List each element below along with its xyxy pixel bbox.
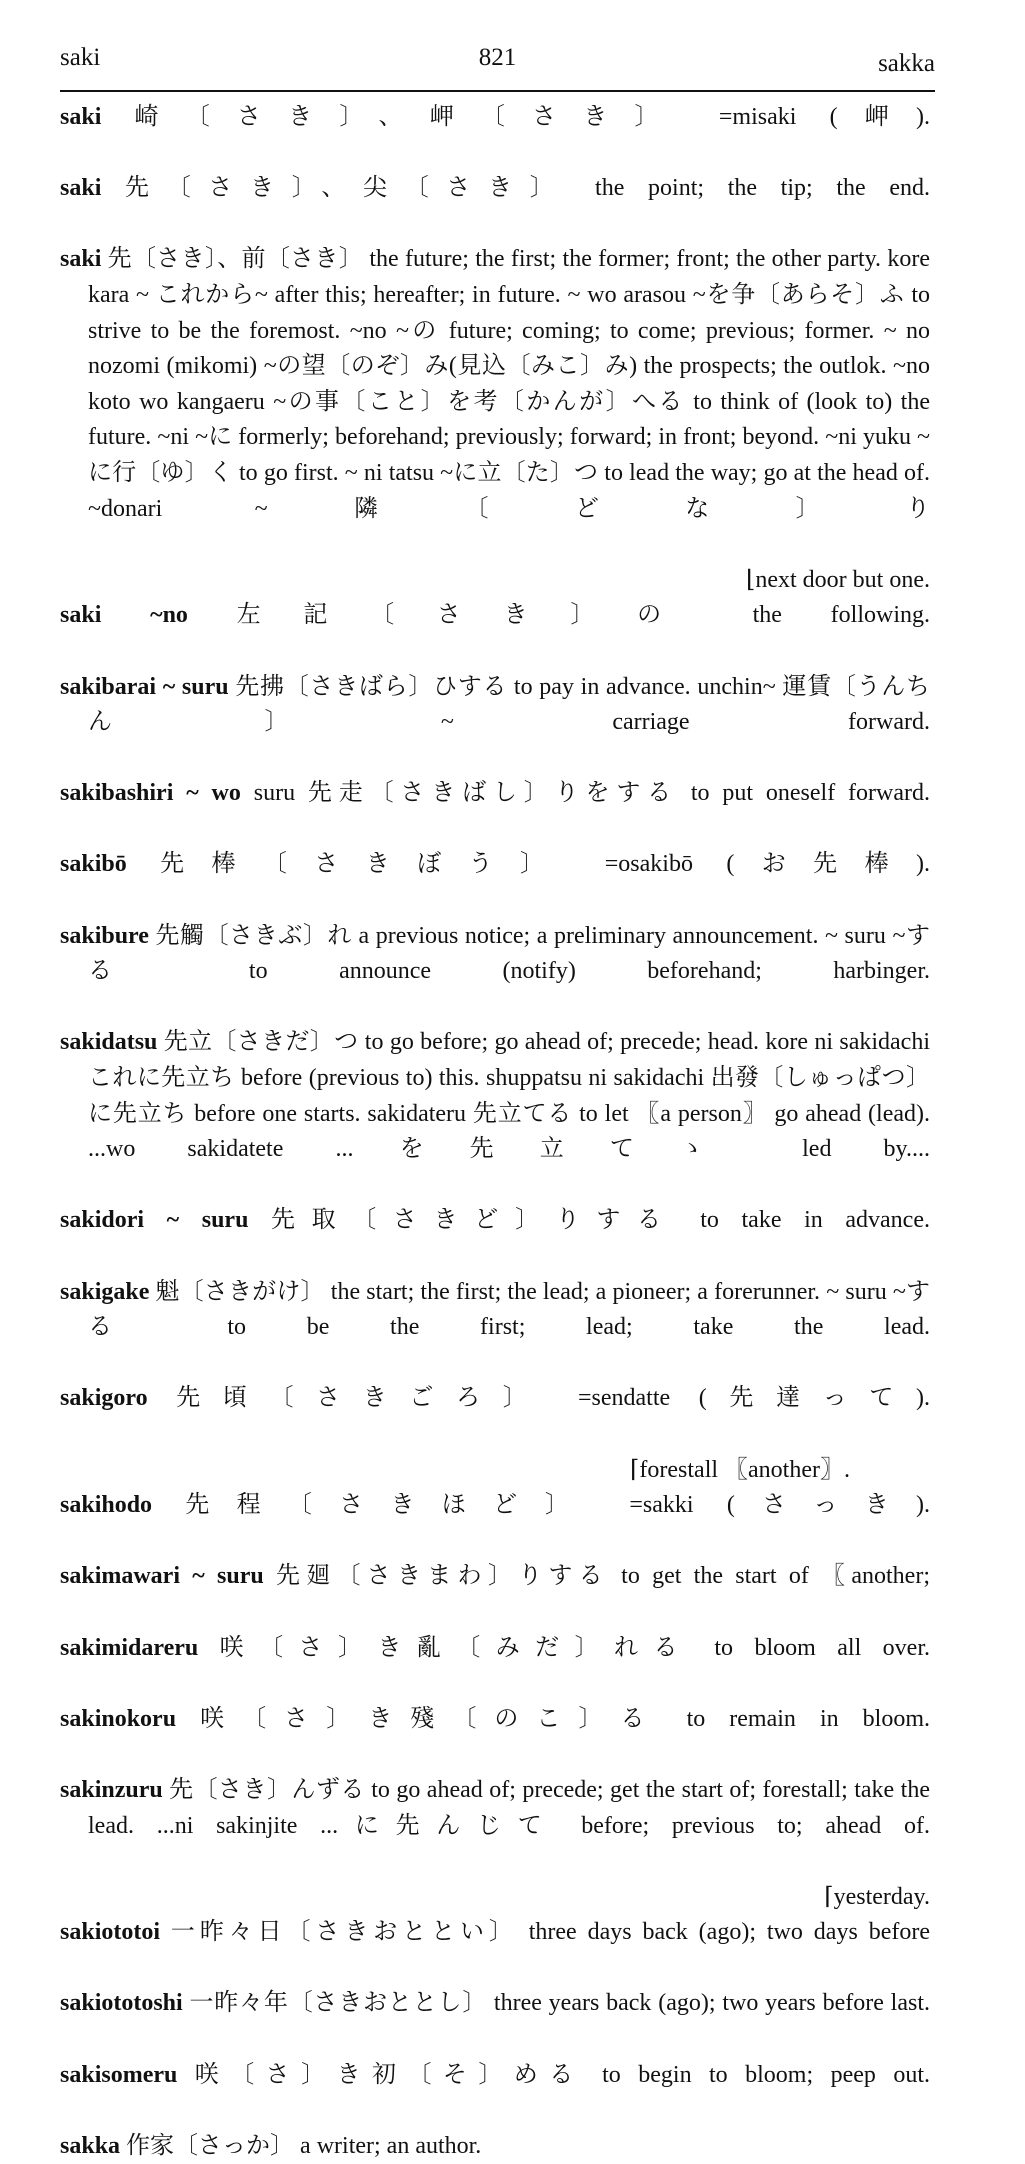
entry-sakisomeru: sakisomeru 咲〔さ〕き初〔そ〕める to begin to bloom; peep out. bbox=[60, 2061, 930, 2088]
entry-saki-point: saki 先〔さき〕、尖〔さき〕 the point; the tip; the end. bbox=[60, 175, 930, 202]
entry-sakigake: sakigake 魁〔さきがけ〕 the start; the first; the lead; a pioneer; a forerunner. ~ suru ~する to be the first; lead; take the lead. bbox=[60, 1278, 930, 1341]
headword: sakigake bbox=[60, 1278, 150, 1305]
headword: sakimidareru bbox=[60, 1634, 199, 1661]
headword: sakisomeru bbox=[60, 2061, 178, 2088]
entry-sakinzuru: sakinzuru 先〔さき〕んずる to go ahead of; precede; get the start of; forestall; take the lead. ...ni sakinjite ...に先んじて before; previous to; ahead of. bbox=[60, 1776, 930, 1839]
headword: sakimawari ~ suru bbox=[60, 1563, 264, 1590]
entry-sakihodo: sakihodo 先程〔さきほど〕 =sakki (さっき). bbox=[60, 1492, 930, 1519]
headword: sakidori ~ suru bbox=[60, 1207, 249, 1234]
headword: sakidatsu bbox=[60, 1029, 158, 1056]
headword: sakibō bbox=[60, 851, 127, 878]
headword: sakibure bbox=[60, 922, 149, 949]
headword: sakibashiri ~ wo bbox=[60, 780, 241, 807]
dictionary-entries bbox=[60, 100, 930, 2164]
entry-sakimawari: sakimawari ~ suru 先廻〔さきまわ〕りする to get the start of 〖another; bbox=[60, 1563, 930, 1590]
headword: sakinzuru bbox=[60, 1776, 163, 1803]
entry-saki-following: saki ~no 左記〔さき〕の the following. bbox=[60, 602, 931, 629]
entry-sakibure: sakibure 先觸〔さきぶ〕れ a previous notice; a preliminary announcement. ~ suru ~する to announce (notify) beforehand; harbinger. bbox=[60, 922, 930, 985]
entry-sakibo: sakibō 先棒〔さきぼう〕 =osakibō (お先棒). bbox=[60, 851, 930, 878]
headword: sakigoro bbox=[60, 1385, 148, 1412]
header-left-guide-word: saki bbox=[60, 44, 101, 71]
entry-saki-misaki: saki 崎〔さき〕、岬〔さき〕 =misaki (岬). bbox=[60, 104, 930, 130]
header-rule bbox=[60, 90, 935, 92]
entry-sakibarai: sakibarai ~ suru 先拂〔さきばら〕ひする to pay in advance. unchin~ 運賃〔うんちん〕~ carriage forward. bbox=[60, 673, 930, 736]
headword: sakka bbox=[60, 2132, 121, 2159]
headword: sakiototoi bbox=[60, 1919, 161, 1946]
headword: sakibarai ~ suru bbox=[60, 673, 229, 700]
page-number: 821 bbox=[478, 44, 517, 71]
entry-sakigoro: sakigoro 先頃〔さきごろ〕 =sendatte (先達って). bbox=[60, 1385, 930, 1412]
entry-sakidatsu: sakidatsu 先立〔さきだ〕つ to go before; go ahead of; precede; head. kore ni sakidachi これに先立ち before (previous to) this. shuppatsu ni sakidachi 出發〔しゅっぱつ〕に先立ち before one starts. sakidateru 先立てる to let 〖a person〗 go ahead (lead). ...wo sakidatete ...を先立てゝ led by.... bbox=[60, 1029, 930, 1163]
spillover-yesterday: ⌈yesterday. bbox=[824, 1883, 930, 1910]
headword: saki ~no bbox=[60, 602, 188, 629]
entry-sakimidareru: sakimidareru 咲〔さ〕き亂〔みだ〕れる to bloom all over. bbox=[60, 1634, 930, 1661]
headword: sakiototoshi bbox=[60, 1990, 183, 2017]
headword: saki bbox=[60, 246, 102, 273]
entry-sakiototoshi: sakiototoshi 一昨々年〔さきおととし〕 three years back (ago); two years before last. bbox=[60, 1990, 930, 2017]
spillover-forestall: ⌈forestall 〖another〗. bbox=[630, 1456, 850, 1483]
page-header bbox=[60, 44, 935, 84]
headword: saki bbox=[60, 104, 102, 130]
header-right-guide-word: sakka bbox=[878, 50, 935, 77]
entry-sakka: sakka 作家〔さっか〕 a writer; an author. bbox=[60, 2132, 482, 2159]
headword: sakihodo bbox=[60, 1492, 153, 1519]
entry-sakidori: sakidori ~ suru 先取〔さきど〕りする to take in advance. bbox=[60, 1207, 930, 1234]
headword: saki bbox=[60, 175, 102, 202]
entry-saki-future: saki 先〔さき〕、前〔さき〕 the future; the first; the former; front; the other party. kore kara ~ これから~ after this; hereafter; in future. ~ wo arasou ~を争〔あらそ〕ふ to strive to be the foremost. ~no ~の future; coming; to come; previous; former. ~ no nozomi (mikomi) ~の望〔のぞ〕み(見込〔みこ〕み) the prospects; the outlok. ~no koto wo kangaeru ~の事〔こと〕を考〔かんが〕へる to think of (look to) the future. ~ni ~に formerly; beforehand; previously; forward; in front; beyond. ~ni yuku ~に行〔ゆ〕く to go first. ~ ni tatsu ~に立〔た〕つ to lead the way; go at the head of. ~donari ~隣〔どな〕り bbox=[60, 246, 930, 522]
entry-sakinokoru: sakinokoru 咲〔さ〕き殘〔のこ〕る to remain in bloom. bbox=[60, 1705, 930, 1732]
spillover-next-door: ⌊next door but one. bbox=[746, 566, 930, 593]
entry-sakiototoi: sakiototoi 一昨々日〔さきおととい〕 three days back (ago); two days before bbox=[60, 1919, 930, 1946]
headword: sakinokoru bbox=[60, 1705, 177, 1732]
entry-sakibashiri: sakibashiri ~ wo suru 先走〔さきばし〕りをする to put oneself forward. bbox=[60, 780, 930, 807]
